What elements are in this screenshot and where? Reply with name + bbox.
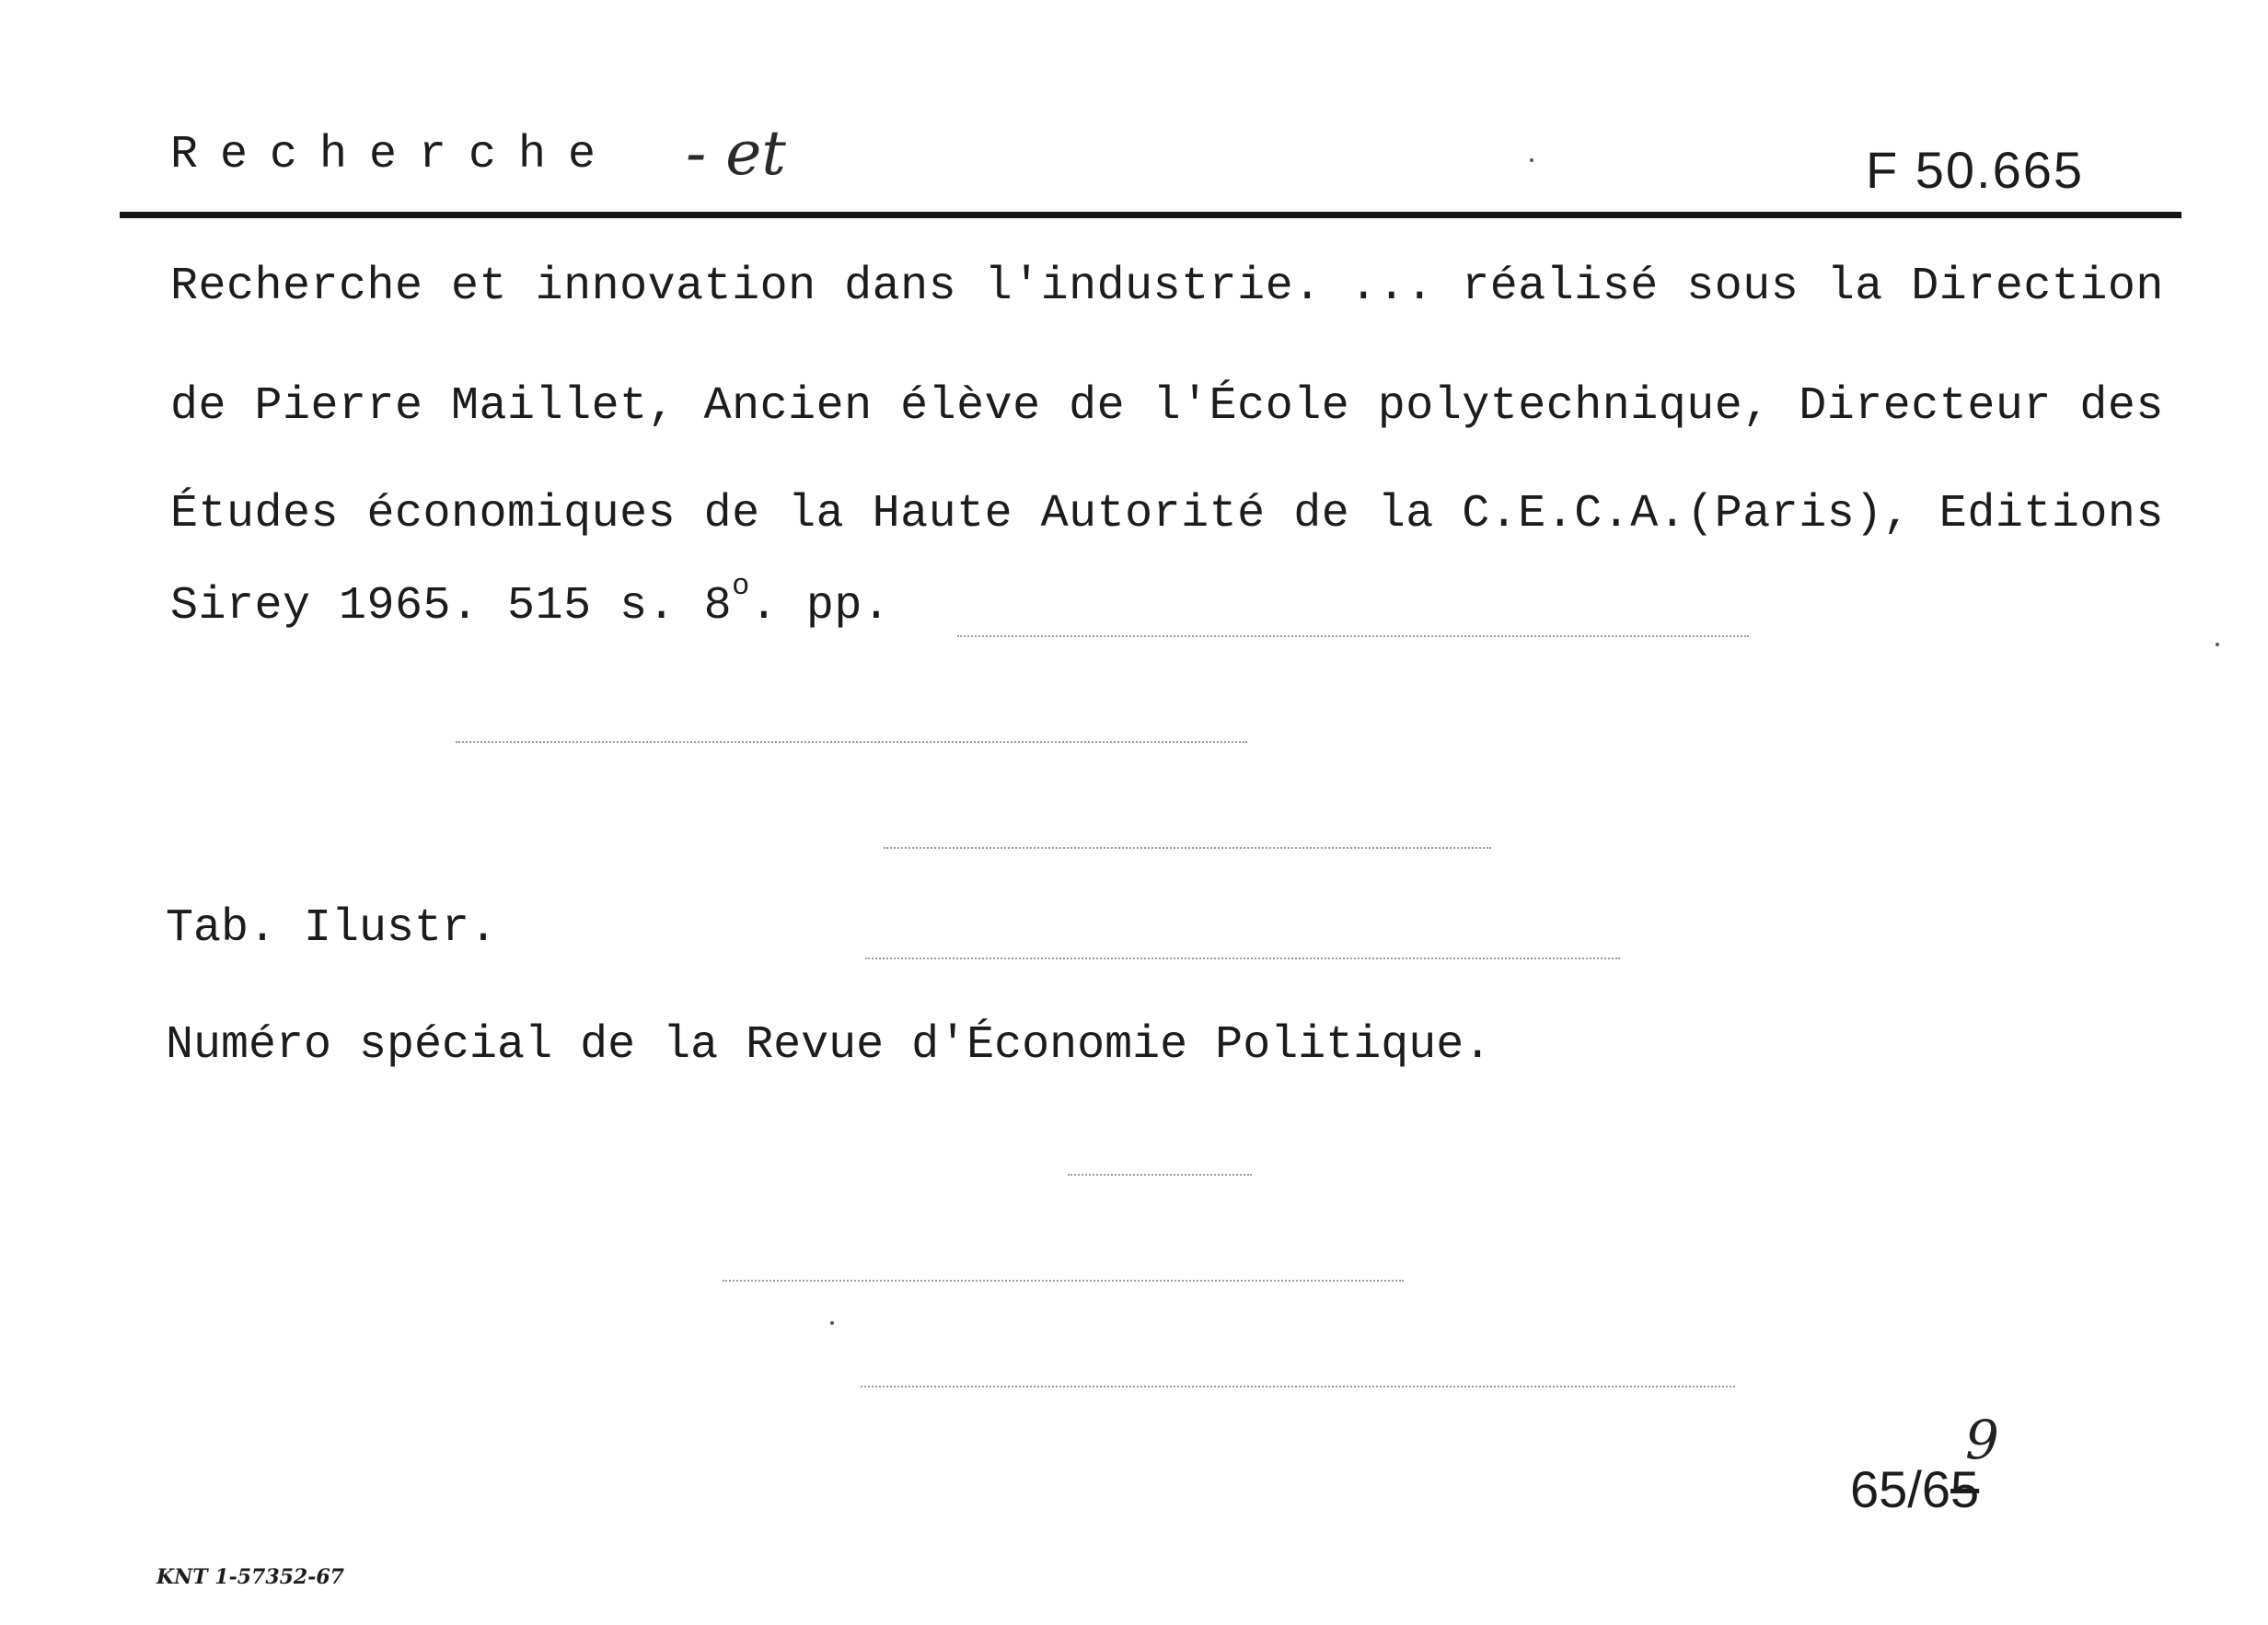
handwritten-annotation: - et (686, 118, 786, 189)
dotted-guide (1068, 1174, 1252, 1176)
catalog-number: F 50.665 (1865, 141, 2084, 199)
scan-speck (1530, 158, 1533, 162)
illustrations-note: Tab. Ilustr. (166, 902, 498, 955)
dotted-guide (957, 635, 1749, 637)
accession-fraction (1850, 1459, 1979, 1519)
dotted-guide (723, 1280, 1404, 1282)
scan-speck (830, 1321, 834, 1325)
card-heading: Recherche (170, 129, 619, 181)
print-code: KNT 1-57352-67 (156, 1565, 344, 1589)
fraction-prefix: 65/6 (1850, 1460, 1950, 1518)
header-rule (120, 212, 2181, 218)
dotted-guide (861, 1386, 1735, 1387)
special-issue-note: Numéro spécial de la Revue d'Économie Politique. (166, 1019, 1492, 1072)
scan-speck (2216, 643, 2219, 646)
dotted-guide (865, 958, 1620, 959)
dotted-guide (884, 847, 1491, 849)
dotted-guide (456, 741, 1247, 743)
entry-line-2: de Pierre Maillet, Ancien élève de l'École polytechnique, Directeur des (170, 380, 2164, 433)
entry-line-1: Recherche et innovation dans l'industrie. ... réalisé sous la Direction (170, 261, 2164, 313)
entry-line-4-suffix: . pp. (749, 580, 891, 633)
entry-line-3: Études économiques de la Haute Autorité de la C.E.C.A.(Paris), Editions (170, 488, 2164, 540)
entry-line-4 (170, 569, 891, 633)
struck-digit: 5 (1950, 1460, 1980, 1518)
format-superscript: o (732, 569, 750, 603)
handwritten-correction: 9 (1965, 1409, 1999, 1471)
entry-line-4-prefix: Sirey 1965. 515 s. 8 (170, 580, 733, 633)
